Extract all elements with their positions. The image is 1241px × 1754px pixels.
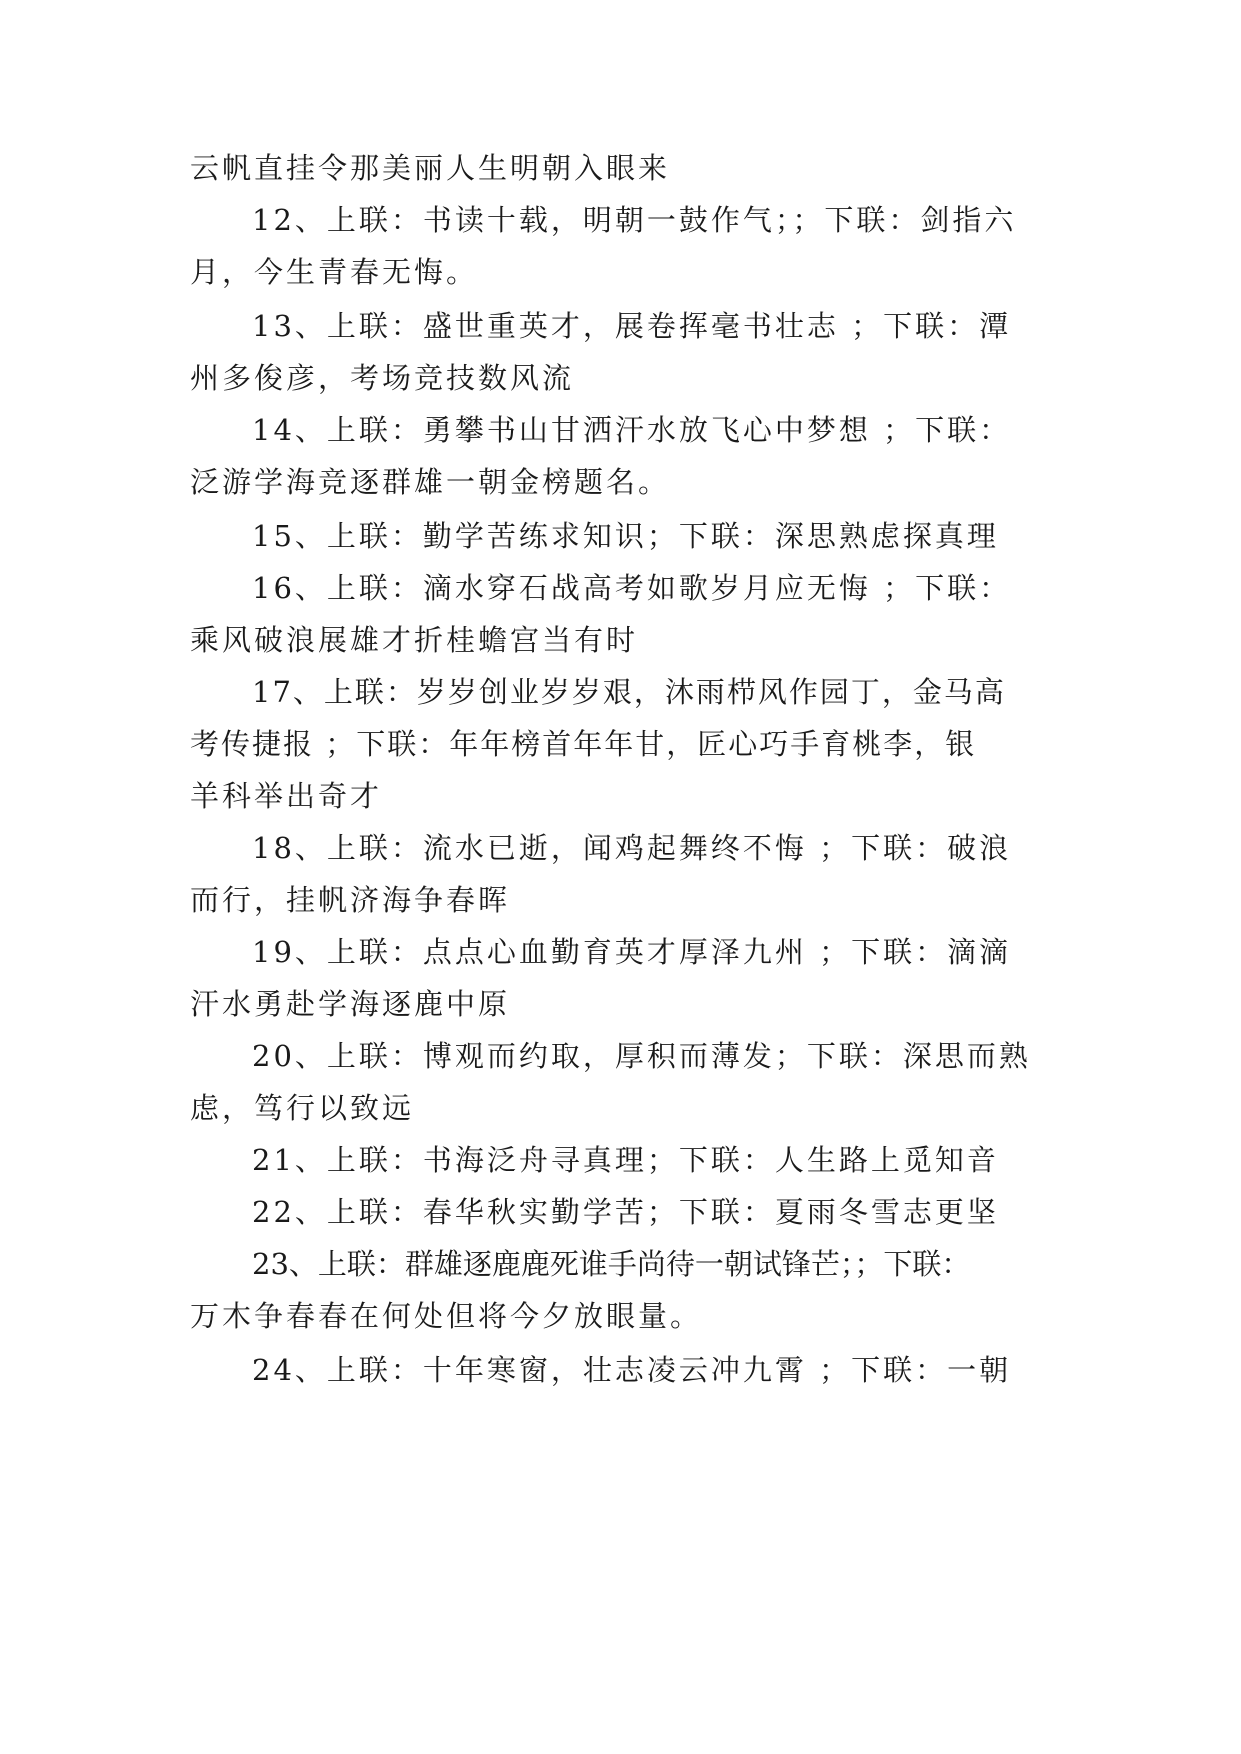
couplet-item-21: 21、上联：书海泛舟寻真理；下联：人生路上觅知音	[252, 1143, 999, 1177]
couplet-item-16: 16、上联：滴水穿石战高考如歌岁月应无悔 ；下联：	[252, 571, 1012, 605]
text-line: 汗水勇赴学海逐鹿中原	[190, 987, 511, 1021]
text-line: 虑，笃行以致远	[190, 1091, 415, 1125]
couplet-item-13: 13、上联：盛世重英才，展卷挥毫书壮志 ；下联：潭	[252, 309, 1012, 343]
text-line: 而行，挂帆济海争春晖	[190, 883, 511, 917]
text-line: 羊科举出奇才	[190, 779, 383, 813]
text-line: 考传捷报 ；下联：年年榜首年年甘，匠心巧手育桃李，银	[190, 727, 977, 761]
couplet-item-22: 22、上联：春华秋实勤学苦；下联：夏雨冬雪志更坚	[252, 1195, 999, 1229]
couplet-item-17: 17、上联：岁岁创业岁岁艰，沐雨栉风作园丁，金马高	[252, 675, 1006, 709]
couplet-item-23: 23、上联：群雄逐鹿鹿死谁手尚待一朝试锋芒；；下联：	[252, 1247, 971, 1281]
text-line: 万木争春春在何处但将今夕放眼量。	[190, 1299, 703, 1333]
couplet-item-14: 14、上联：勇攀书山甘洒汗水放飞心中梦想 ；下联：	[252, 413, 1012, 447]
text-line: 乘风破浪展雄才折桂蟾宫当有时	[190, 623, 639, 657]
couplet-item-12: 12、上联：书读十载，明朝一鼓作气；；下联：剑指六	[252, 203, 1017, 237]
couplet-item-19: 19、上联：点点心血勤育英才厚泽九州 ；下联：滴滴	[252, 935, 1012, 969]
couplet-item-24: 24、上联：十年寒窗，壮志凌云冲九霄 ；下联：一朝	[252, 1353, 1012, 1387]
text-line: 月，今生青春无悔。	[190, 255, 479, 289]
couplet-item-15: 15、上联：勤学苦练求知识；下联：深思熟虑探真理	[252, 519, 999, 553]
couplet-item-18: 18、上联：流水已逝，闻鸡起舞终不悔 ；下联：破浪	[252, 831, 1012, 865]
text-line: 云帆直挂令那美丽人生明朝入眼来	[190, 151, 671, 185]
text-line: 泛游学海竞逐群雄一朝金榜题名。	[190, 465, 671, 499]
couplet-item-20: 20、上联：博观而约取，厚积而薄发；下联：深思而熟	[252, 1039, 1031, 1073]
text-line: 州多俊彦，考场竞技数风流	[190, 361, 575, 395]
